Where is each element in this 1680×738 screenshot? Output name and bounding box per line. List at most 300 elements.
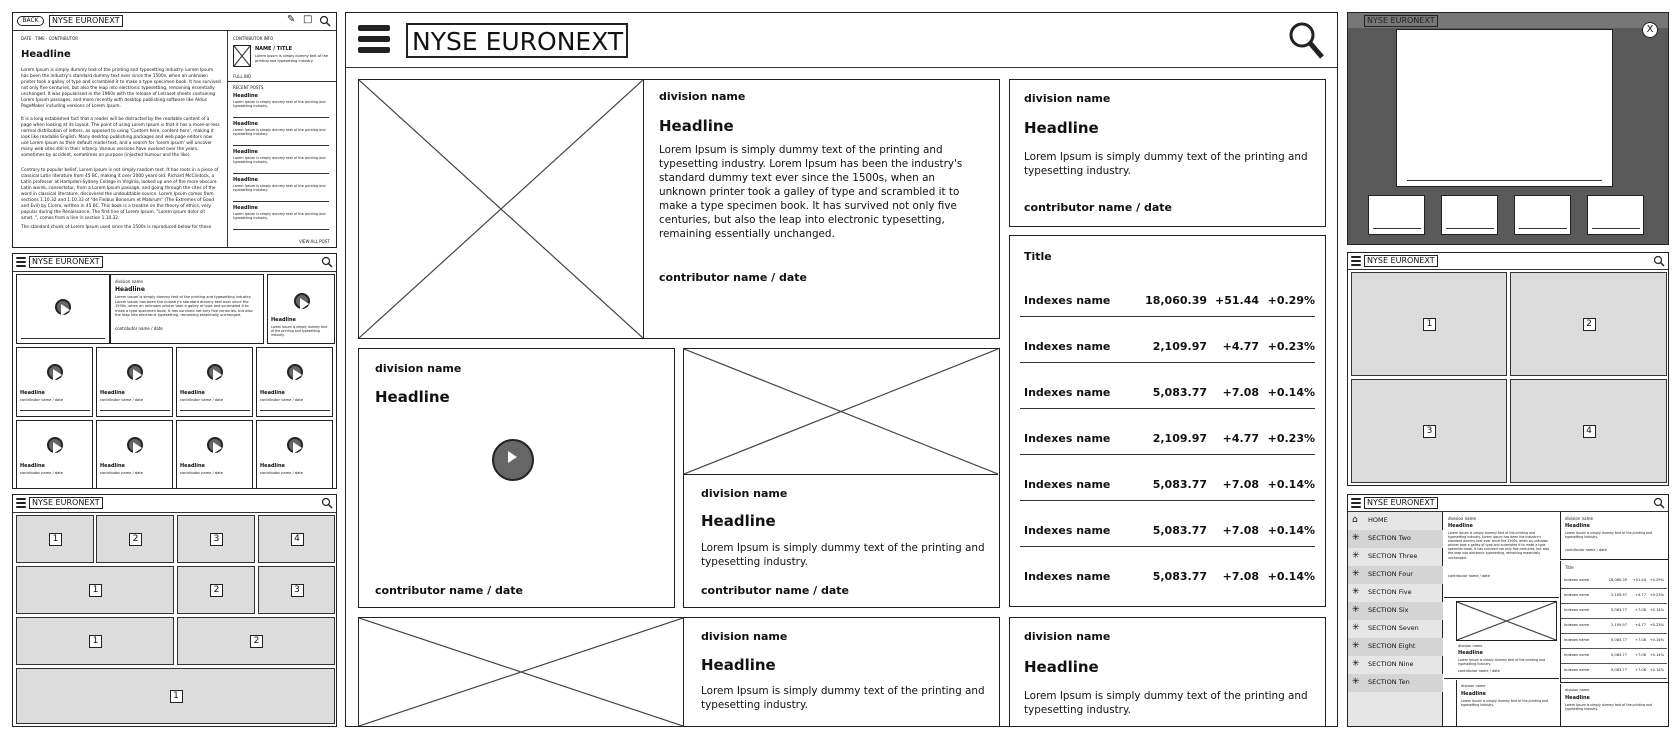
logo[interactable] <box>29 497 103 509</box>
index-percent: +0.29% <box>1649 578 1664 582</box>
index-percent: +0.23% <box>1267 432 1315 445</box>
headline[interactable]: Headline <box>1024 658 1099 676</box>
post-divider <box>233 117 329 118</box>
article-wireframe <box>12 12 337 248</box>
article-paragraph: Lorem Ipsum is simply dummy text of the printing and typesetting industry. Lorem Ipsum has been the industry's standard dummy text ever since the 1500s, when an unknown printer took a galley of type and scrambled it to make a type specimen book. It has survived not only five centuries, but also the leap into electronic typesetting, remaining essentially unchanged. It was popularised in the 1960s with the release of Letraset sheets containing Lorem Ipsum passages, and more recently with desktop publishing software like Aldus PageMaker including versions of Lorem Ipsum. <box>21 68 221 109</box>
index-percent: +0.14% <box>1267 386 1315 399</box>
headline[interactable]: Headline <box>701 512 776 530</box>
lightbox-wireframe <box>1347 12 1669 245</box>
menu-item-label: SECTION Seven <box>1368 624 1419 632</box>
video-tile[interactable] <box>176 347 253 417</box>
progress-bar[interactable] <box>20 410 90 411</box>
cell-number: 1 <box>89 584 102 597</box>
tile-headline: Headline <box>20 390 45 396</box>
logo-text: NYSE EURONEXT <box>1367 256 1435 265</box>
tile-headline: Headline <box>100 390 125 396</box>
play-icon[interactable] <box>55 299 71 315</box>
index-change: +51.44 <box>1214 294 1259 307</box>
index-value: 2,109.97 <box>1152 340 1207 353</box>
table-row[interactable] <box>1561 590 1667 604</box>
logo-text: NYSE EURONEXT <box>1367 16 1435 25</box>
menu-item-label: SECTION Two <box>1368 534 1411 542</box>
play-icon[interactable] <box>207 364 223 380</box>
menu-item[interactable] <box>1348 674 1443 692</box>
full-bio-link[interactable]: FULL BIO <box>233 74 252 79</box>
headline[interactable]: Headline <box>115 286 145 293</box>
search-icon[interactable] <box>321 497 333 509</box>
cell-number: 1 <box>49 533 62 546</box>
headline[interactable]: Headline <box>375 388 450 406</box>
post-headline: Headline <box>233 93 258 99</box>
recent-post[interactable] <box>231 121 331 147</box>
video-tile[interactable] <box>96 420 173 489</box>
search-icon[interactable] <box>319 15 331 27</box>
menu-item[interactable] <box>1348 638 1443 656</box>
index-name: Indexes name <box>1024 340 1111 353</box>
lightbox-thumb[interactable] <box>1514 195 1571 235</box>
row-divider <box>1020 546 1315 547</box>
back-label: BACK <box>22 17 39 24</box>
search-icon[interactable] <box>1653 497 1665 509</box>
table-title: Title <box>1565 565 1574 570</box>
menu-item[interactable] <box>1348 620 1443 638</box>
tile-headline: Headline <box>180 463 205 469</box>
table-row[interactable] <box>1561 605 1667 619</box>
index-name: Indexes name <box>1564 668 1590 672</box>
progress-bar[interactable] <box>100 410 170 411</box>
post-text: Lorem Ipsum is simply dummy text of the printing and typesetting industry. <box>233 128 326 137</box>
lightbox-thumb[interactable] <box>1368 195 1425 235</box>
index-change: +51.44 <box>1632 578 1646 582</box>
menu-item[interactable] <box>1348 512 1443 530</box>
division-label: division name <box>115 279 143 284</box>
index-change: +4.77 <box>1222 340 1259 353</box>
post-headline: Headline <box>233 177 258 183</box>
menu-item-label: SECTION Four <box>1368 570 1413 578</box>
play-icon[interactable] <box>287 364 303 380</box>
quad-cell[interactable] <box>1510 272 1667 376</box>
index-change: +4.77 <box>1222 432 1259 445</box>
side-top-card[interactable] <box>1009 79 1326 227</box>
post-headline: Headline <box>233 205 258 211</box>
play-icon[interactable] <box>294 293 310 309</box>
play-icon[interactable] <box>127 364 143 380</box>
index-percent: +0.23% <box>1267 340 1315 353</box>
bottom-right-card[interactable] <box>1009 617 1326 727</box>
cell-number: 3 <box>291 584 304 597</box>
mini-image-card <box>1444 599 1559 679</box>
play-icon[interactable] <box>47 437 63 453</box>
logo[interactable] <box>406 23 628 58</box>
division-label: division name <box>1024 630 1111 643</box>
contributor-date: contributor name / date <box>375 584 524 597</box>
grid-cell[interactable] <box>177 566 255 614</box>
hamburger-menu-icon[interactable] <box>1351 256 1361 266</box>
cell-number: 3 <box>210 533 223 546</box>
grid-cell[interactable] <box>177 515 255 563</box>
tile-headline: Headline <box>20 463 45 469</box>
grid-cell[interactable] <box>96 515 174 563</box>
cell-number: 2 <box>250 635 263 648</box>
body-text: Lorem Ipsum is simply dummy text of the printing and typesetting industry. Lorem Ipsum has been the industry's standard dummy text ever since the 1500s, when an unknown printer took a galley of type and scrambled it to make a type specimen book. It has survived not only five centuries, but also the leap into electronic typesetting, remaining essentially unchanged. <box>659 144 963 240</box>
cell-number: 1 <box>89 635 102 648</box>
index-name: Indexes name <box>1024 524 1111 537</box>
video-tile[interactable] <box>256 420 333 489</box>
logo[interactable] <box>1364 497 1438 509</box>
index-percent: +0.29% <box>1267 294 1315 307</box>
menu-item-label: SECTION Eight <box>1368 642 1416 650</box>
recent-post[interactable] <box>231 205 331 231</box>
play-icon[interactable] <box>47 364 63 380</box>
cell-number: 4 <box>1583 425 1596 438</box>
menu-item-label: SECTION Six <box>1368 606 1409 614</box>
thumb-progress[interactable] <box>1373 228 1421 229</box>
cell-number: 4 <box>291 533 304 546</box>
table-row[interactable] <box>1010 383 1325 409</box>
index-value: 18,060.39 <box>1145 294 1207 307</box>
quad-cell[interactable] <box>1351 379 1507 483</box>
post-headline: Headline <box>233 121 258 127</box>
body-text: Lorem Ipsum is simply dummy text of the printing and typesetting industry. <box>1458 658 1545 667</box>
row-divider <box>1020 362 1315 363</box>
image-card[interactable] <box>683 348 1000 608</box>
article-headline: Headline <box>21 49 71 60</box>
tile-contributor: contributor name / date <box>260 398 303 402</box>
section-icon: ✳ <box>1352 623 1360 633</box>
search-icon[interactable] <box>1653 255 1665 267</box>
post-text: Lorem Ipsum is simply dummy text of the printing and typesetting industry. <box>233 100 326 109</box>
contributor-info-label: CONTRIBUTOR INFO <box>233 36 274 41</box>
tile-headline: Headline <box>260 390 285 396</box>
menu-item[interactable] <box>1348 548 1443 566</box>
contributor-date: contributor name / date <box>1458 669 1500 673</box>
index-change: +7.08 <box>1634 638 1646 642</box>
index-value: 5,083.77 <box>1610 638 1627 642</box>
article-meta: DATE · TIME · CONTRIBUTOR <box>21 36 79 41</box>
post-divider <box>233 201 329 202</box>
logo[interactable] <box>1364 255 1438 267</box>
index-percent: +0.14% <box>1267 524 1315 537</box>
article-paragraph: It is a long established fact that a reader will be distracted by the readable content of a page when looking at its layout. The point of using Lorem Ipsum is that it has a more-or-less normal distribution of letters, as opposed to using 'Content here, content here', making it look like readable English. Many desktop publishing packages and web page editors now use Lorem Ipsum as their default model text, and a search for 'lorem ipsum' will uncover many web sites still in their infancy. Various versions have evolved over the years, sometimes by accident, sometimes on purpose (injected humour and the like). <box>21 117 220 158</box>
headline[interactable]: Headline <box>1565 695 1590 701</box>
progress-bar[interactable] <box>260 410 330 411</box>
hamburger-menu-icon[interactable] <box>1351 498 1361 508</box>
mini-table <box>1560 561 1668 683</box>
table-row[interactable] <box>1561 635 1667 649</box>
name-title: NAME / TITLE <box>255 46 293 52</box>
video-tile[interactable] <box>176 420 253 489</box>
index-value: 2,109.97 <box>1610 593 1627 597</box>
video-wireframe <box>12 253 337 489</box>
index-name: Indexes name <box>1024 386 1111 399</box>
thumb-progress[interactable] <box>1519 228 1567 229</box>
index-change: +4.77 <box>1634 623 1646 627</box>
play-icon[interactable] <box>492 439 534 481</box>
side-menu <box>1348 512 1443 727</box>
hamburger-menu-icon[interactable] <box>16 257 26 267</box>
index-value: 5,083.77 <box>1152 478 1207 491</box>
index-name: Indexes name <box>1024 570 1111 583</box>
table-row[interactable] <box>1561 665 1667 679</box>
index-name: Indexes name <box>1564 653 1590 657</box>
section-icon: ✳ <box>1352 533 1360 543</box>
index-percent: +0.14% <box>1267 478 1315 491</box>
index-value: 5,083.77 <box>1610 653 1627 657</box>
logo <box>1364 15 1438 27</box>
featured-video[interactable] <box>16 274 110 344</box>
logo-text: NYSE EURONEXT <box>1367 498 1435 507</box>
logo-text: NYSE EURONEXT <box>32 257 100 266</box>
menu-item[interactable] <box>1348 602 1443 620</box>
grid-cell[interactable] <box>177 617 335 665</box>
table-row[interactable] <box>1010 475 1325 501</box>
menu-item[interactable] <box>1348 656 1443 674</box>
logo-text: NYSE EURONEXT <box>32 498 100 507</box>
index-percent: +0.14% <box>1649 668 1664 672</box>
image-placeholder <box>359 80 644 338</box>
mini-feature <box>1444 512 1559 598</box>
folder-icon[interactable]: □ <box>303 14 313 25</box>
close-icon: X <box>1646 24 1654 35</box>
play-icon[interactable] <box>287 437 303 453</box>
recent-post[interactable] <box>231 177 331 203</box>
section-icon: ✳ <box>1352 587 1360 597</box>
grid-cell[interactable] <box>16 515 94 563</box>
grid-cell[interactable] <box>258 515 335 563</box>
table-row[interactable] <box>1561 575 1667 589</box>
recent-posts-label: RECENT POSTS <box>233 85 264 90</box>
index-value: 5,083.77 <box>1610 608 1627 612</box>
quad-wireframe <box>1347 252 1669 486</box>
body-text: Lorem Ipsum is simply dummy text of the printing and typesetting industry. Lorem Ipsum has been the industry's standard dummy text ever since the 1500s, when an unknown printer took a galley of type and scrambled it to make a type specimen book. It has survived not only five centuries, but also the leap into electronic typesetting, remaining essentially unchanged. <box>1448 531 1550 560</box>
menu-wireframe <box>1347 494 1669 727</box>
index-percent: +0.14% <box>1267 570 1315 583</box>
division-label: division name <box>1565 516 1593 521</box>
index-percent: +0.14% <box>1649 653 1664 657</box>
table-row[interactable] <box>1561 620 1667 634</box>
headline[interactable]: Headline <box>1461 691 1486 697</box>
thumb-progress[interactable] <box>1592 228 1640 229</box>
division-label: division name <box>1024 92 1111 105</box>
index-name: Indexes name <box>1564 593 1590 597</box>
post-text: Lorem Ipsum is simply dummy text of the printing and typesetting industry. <box>233 156 326 165</box>
body-text: Lorem Ipsum is simply dummy text of the printing and typesetting industry. <box>1024 690 1308 716</box>
image-placeholder <box>684 349 998 475</box>
index-change: +4.77 <box>1634 593 1646 597</box>
tile-contributor: contributor name / date <box>100 398 143 402</box>
post-text: Lorem Ipsum is simply dummy text of the printing and typesetting industry. <box>233 212 326 221</box>
lightbox-thumb[interactable] <box>1587 195 1644 235</box>
tile-text: Lorem Ipsum is simply dummy text of the printing and typesetting industry. <box>271 325 328 337</box>
division-label: division name <box>1461 684 1486 688</box>
division-label: division name <box>1565 688 1590 692</box>
post-text: Lorem Ipsum is simply dummy text of the printing and typesetting industry. <box>233 184 326 193</box>
recent-post[interactable] <box>231 149 331 175</box>
table-row[interactable] <box>1561 650 1667 664</box>
headline[interactable]: Headline <box>1448 523 1473 529</box>
cell-number: 2 <box>210 584 223 597</box>
menu-item-label: HOME <box>1368 516 1388 524</box>
headline[interactable]: Headline <box>1024 119 1099 137</box>
index-name: Indexes name <box>1564 638 1590 642</box>
tile-contributor: contributor name / date <box>260 471 303 475</box>
lightbox-thumb[interactable] <box>1441 195 1498 235</box>
menu-item-label: SECTION Ten <box>1368 678 1410 686</box>
recent-post[interactable] <box>231 93 331 119</box>
headline[interactable]: Headline <box>701 656 776 674</box>
mini-bottom-right-card <box>1560 684 1668 727</box>
index-name: Indexes name <box>1564 623 1590 627</box>
logo-text: NYSE EURONEXT <box>52 16 120 25</box>
quad-cell[interactable] <box>1351 272 1507 376</box>
hamburger-menu-icon[interactable] <box>358 25 390 53</box>
section-icon: ✳ <box>1352 551 1360 561</box>
thumb-progress[interactable] <box>1446 228 1494 229</box>
search-icon[interactable] <box>1288 21 1326 61</box>
index-change: +7.08 <box>1222 570 1259 583</box>
body-text: Lorem Ipsum is simply dummy text of the printing and typesetting industry. <box>701 685 985 711</box>
headline[interactable]: Headline <box>1458 650 1483 656</box>
table-row[interactable] <box>1010 521 1325 547</box>
index-percent: +0.23% <box>1649 623 1664 627</box>
tile-headline: Headline <box>100 463 125 469</box>
index-change: +7.08 <box>1222 524 1259 537</box>
body-text: Lorem Ipsum is simply dummy text of the printing and typesetting industry. Lorem Ipsum has been the industry's standard dummy text ever since the 1500s, when an unknown printer took a galley of type and scrambled it to make a type specimen book. It has survived not only five centuries, but also the leap into electronic typesetting, remaining essentially unchanged. <box>115 295 253 318</box>
table-row[interactable] <box>1010 429 1325 455</box>
grid-cell[interactable] <box>16 566 174 614</box>
section-icon: ✳ <box>1352 677 1360 687</box>
mini-bottom-card <box>1456 680 1559 727</box>
bottom-mid-card[interactable] <box>683 617 1000 727</box>
row-divider <box>1020 408 1315 409</box>
body-text: Lorem Ipsum is simply dummy text of the printing and typesetting industry. <box>1565 703 1652 712</box>
bio-text: Lorem Ipsum is simply dummy text of the printing and typesetting industry. <box>255 54 329 63</box>
play-icon[interactable] <box>127 437 143 453</box>
headline[interactable]: Headline <box>1565 523 1590 529</box>
table-row[interactable] <box>1010 567 1325 593</box>
cell-number: 2 <box>129 533 142 546</box>
menu-item-label: SECTION Nine <box>1368 660 1414 668</box>
index-percent: +0.14% <box>1649 608 1664 612</box>
quad-cell[interactable] <box>1510 379 1667 483</box>
logo[interactable] <box>49 15 123 27</box>
post-divider <box>233 173 329 174</box>
index-name: Indexes name <box>1024 478 1111 491</box>
article-paragraph: The standard chunk of Lorem Ipsum used since the 1500s is reproduced below for those <box>21 225 212 230</box>
side-video[interactable] <box>267 274 335 344</box>
body-text: Lorem Ipsum is simply dummy text of the printing and typesetting industry. <box>1565 531 1652 540</box>
grid-cell[interactable] <box>16 668 335 724</box>
search-icon[interactable] <box>321 256 333 268</box>
division-label: division name <box>375 362 462 375</box>
menu-item-label: SECTION Three <box>1368 552 1418 560</box>
post-divider <box>233 229 329 230</box>
tile-headline: Headline <box>260 463 285 469</box>
body-text: Lorem Ipsum is simply dummy text of the printing and typesetting industry. <box>1461 699 1548 708</box>
index-change: +7.08 <box>1634 608 1646 612</box>
video-tile[interactable] <box>256 347 333 417</box>
index-value: 5,083.77 <box>1152 570 1207 583</box>
division-label: division name <box>701 630 788 643</box>
grid-wireframe <box>12 494 337 727</box>
tile-contributor: contributor name / date <box>100 471 143 475</box>
share-icon[interactable]: ✎ <box>287 14 296 25</box>
video-tile[interactable] <box>96 347 173 417</box>
back-button[interactable] <box>17 16 44 26</box>
lightbox-viewer <box>1396 29 1613 187</box>
index-name: Indexes name <box>1024 432 1111 445</box>
index-value: 5,083.77 <box>1152 386 1207 399</box>
index-change: +7.08 <box>1222 478 1259 491</box>
index-value: 2,109.97 <box>1610 623 1627 627</box>
indexes-table <box>1009 235 1326 607</box>
progress-bar[interactable] <box>180 410 250 411</box>
section-icon: ✳ <box>1352 569 1360 579</box>
play-icon[interactable] <box>207 437 223 453</box>
menu-item[interactable] <box>1348 530 1443 548</box>
video-tile[interactable] <box>16 420 93 489</box>
cell-number: 2 <box>1583 318 1596 331</box>
grid-cell[interactable] <box>16 617 174 665</box>
index-change: +7.08 <box>1222 386 1259 399</box>
view-all-link[interactable]: VIEW ALL POST <box>299 239 330 244</box>
contributor-date: contributor name / date <box>659 271 808 284</box>
menu-item-label: SECTION Five <box>1368 588 1412 596</box>
index-value: 2,109.97 <box>1152 432 1207 445</box>
bottom-image <box>358 617 684 727</box>
table-row[interactable] <box>1010 291 1325 317</box>
contributor-date: contributor name / date <box>115 326 163 331</box>
avatar <box>233 45 251 67</box>
mini-side-card <box>1560 512 1668 560</box>
division-label: division name <box>659 90 746 103</box>
post-headline: Headline <box>233 149 258 155</box>
tile-contributor: contributor name / date <box>20 471 63 475</box>
cell-number: 1 <box>170 690 183 703</box>
table-row[interactable] <box>1010 337 1325 363</box>
close-button[interactable] <box>1642 22 1658 38</box>
contributor-date: contributor name / date <box>1024 201 1173 214</box>
headline[interactable]: Headline <box>659 117 734 135</box>
contributor-date: contributor name / date <box>701 584 850 597</box>
feature-card[interactable] <box>358 79 1000 339</box>
tile-contributor: contributor name / date <box>180 398 223 402</box>
cell-number: 1 <box>1423 318 1436 331</box>
hamburger-menu-icon[interactable] <box>16 498 26 508</box>
index-change: +7.08 <box>1634 653 1646 657</box>
menu-item[interactable] <box>1348 566 1443 584</box>
section-icon: ✳ <box>1352 659 1360 669</box>
featured-video-info <box>110 274 264 344</box>
cell-number: 3 <box>1423 425 1436 438</box>
menu-item[interactable] <box>1348 584 1443 602</box>
body-text: Lorem Ipsum is simply dummy text of the printing and typesetting industry. <box>1024 151 1308 177</box>
video-tile[interactable] <box>16 347 93 417</box>
home-icon: ⌂ <box>1352 515 1358 525</box>
tile-headline[interactable]: Headline <box>271 317 296 323</box>
section-icon: ✳ <box>1352 641 1360 651</box>
grid-cell[interactable] <box>258 566 335 614</box>
logo[interactable] <box>29 256 103 268</box>
row-divider <box>1020 454 1315 455</box>
logo-text: NYSE EURONEXT <box>412 27 624 56</box>
row-divider <box>1020 316 1315 317</box>
body-text: Lorem Ipsum is simply dummy text of the printing and typesetting industry. <box>701 542 985 568</box>
division-label: division name <box>701 487 788 500</box>
video-card[interactable] <box>358 348 675 608</box>
tile-headline: Headline <box>180 390 205 396</box>
index-value: 5,083.77 <box>1152 524 1207 537</box>
